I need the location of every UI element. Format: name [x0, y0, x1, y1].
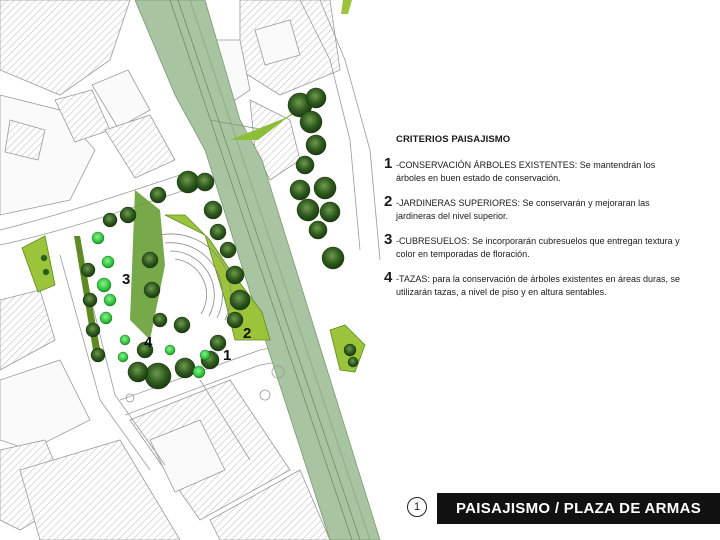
- criteria-heading: -TAZAS:: [396, 274, 433, 284]
- criteria-text: [396, 157, 680, 184]
- criteria-text: [396, 271, 680, 298]
- criteria-heading: -CONSERVACIÓN ÁRBOLES EXISTENTES:: [396, 160, 580, 170]
- criteria-heading: -JARDINERAS SUPERIORES:: [396, 198, 523, 208]
- criteria-description: Se incorporarán cubresuelos que entregan textura y color en temporadas de floración.: [396, 236, 680, 259]
- criteria-heading: -CUBRESUELOS:: [396, 236, 473, 246]
- criteria-description: para la conservación de árboles existentes en áreas duras, se utilizarán tazas, a nivel de piso y en altura sentables.: [396, 274, 680, 297]
- criteria-number: 4: [384, 269, 393, 286]
- plan-label-4: 4: [144, 334, 153, 351]
- sheet-number-badge: 1: [407, 497, 427, 517]
- criteria-item: [384, 157, 680, 184]
- plan-label-1: 1: [223, 347, 232, 364]
- sheet-title: PAISAJISMO / PLAZA DE ARMAS: [437, 493, 720, 524]
- plan-label-2: 2: [243, 325, 252, 342]
- criteria-item: [384, 195, 680, 222]
- landscape-criteria: [384, 134, 680, 309]
- criteria-number: 2: [384, 193, 393, 210]
- criteria-item: [384, 233, 680, 260]
- plan-label-3: 3: [122, 271, 131, 288]
- criteria-text: [396, 233, 680, 260]
- groundcover-plants: [41, 232, 210, 378]
- criteria-description: Se mantendrán los árboles en buen estado de conservación.: [396, 160, 656, 183]
- criteria-item: [384, 271, 680, 298]
- criteria-description: Se conservarán y mejoraran las jardineras del nivel superior.: [396, 198, 650, 221]
- criteria-title: CRITERIOS PAISAJISMO: [396, 134, 511, 145]
- criteria-text: [396, 195, 680, 222]
- criteria-number: 3: [384, 231, 393, 248]
- criteria-number: 1: [384, 155, 393, 172]
